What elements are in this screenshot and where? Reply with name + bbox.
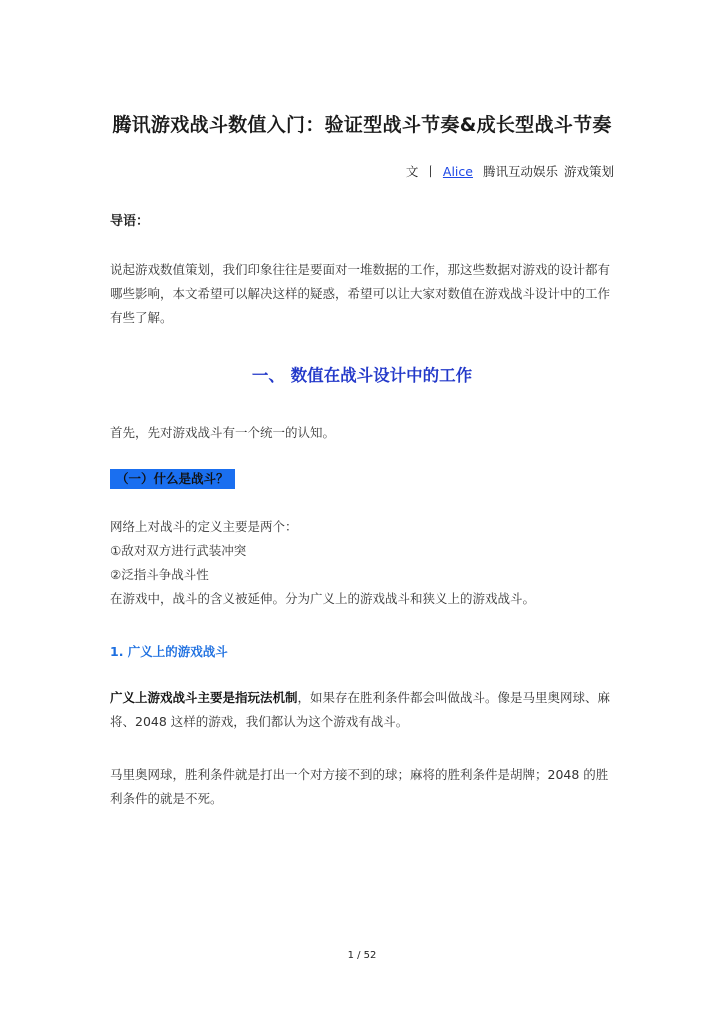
broad-combat-rest: ，如果存在胜利条件都会叫做战斗。像是马里奥网球、麻将、2048 这样的游戏，我们都认为这个游戏有战斗。 xyxy=(110,690,611,729)
author-link[interactable]: Alice xyxy=(442,164,473,179)
examples-paragraph: 马里奥网球，胜利条件就是打出一个对方接不到的球；麻将的胜利条件是胡牌；2048 的胜利条件的就是不死。 xyxy=(110,767,609,806)
definition-item-2: ②泛指斗争战斗性 xyxy=(110,567,209,582)
intro-paragraph: 说起游戏数值策划，我们印象往往是要面对一堆数据的工作，那这些数据对游戏的设计都有哪些影响，本文希望可以解决这样的疑惑，希望可以让大家对数值在游戏战斗设计中的工作有些了解。 xyxy=(110,262,611,325)
subsection-heading: （一）什么是战斗？ xyxy=(110,469,235,489)
section-heading: 一、 数值在战斗设计中的工作 xyxy=(251,366,473,385)
byline-separator: 丨 xyxy=(424,164,437,179)
definition-item-1: ①敌对双方进行武装冲突 xyxy=(110,543,247,558)
section-first-line: 首先，先对游戏战斗有一个统一的认知。 xyxy=(110,425,336,440)
definitions-intro: 网络上对战斗的定义主要是两个： xyxy=(110,519,298,534)
byline-role: 游戏策划 xyxy=(563,164,614,179)
document-title: 腾讯游戏战斗数值入门：验证型战斗节奏&成长型战斗节奏 xyxy=(112,114,612,136)
broad-combat-paragraph xyxy=(110,686,616,734)
subheading-broad-combat: 1. 广义上的游戏战斗 xyxy=(110,644,228,659)
page-number: 1 / 52 xyxy=(347,950,377,961)
intro-label: 导语： xyxy=(110,214,150,229)
byline-prefix: 文 xyxy=(405,164,419,179)
definitions-block xyxy=(110,515,616,611)
byline-organization: 腾讯互动娱乐 xyxy=(482,164,558,179)
byline xyxy=(406,162,614,180)
definitions-summary: 在游戏中，战斗的含义被延伸。分为广义上的游戏战斗和狭义上的游戏战斗。 xyxy=(110,591,536,606)
broad-combat-bold: 广义上游戏战斗主要是指玩法机制 xyxy=(110,690,298,705)
